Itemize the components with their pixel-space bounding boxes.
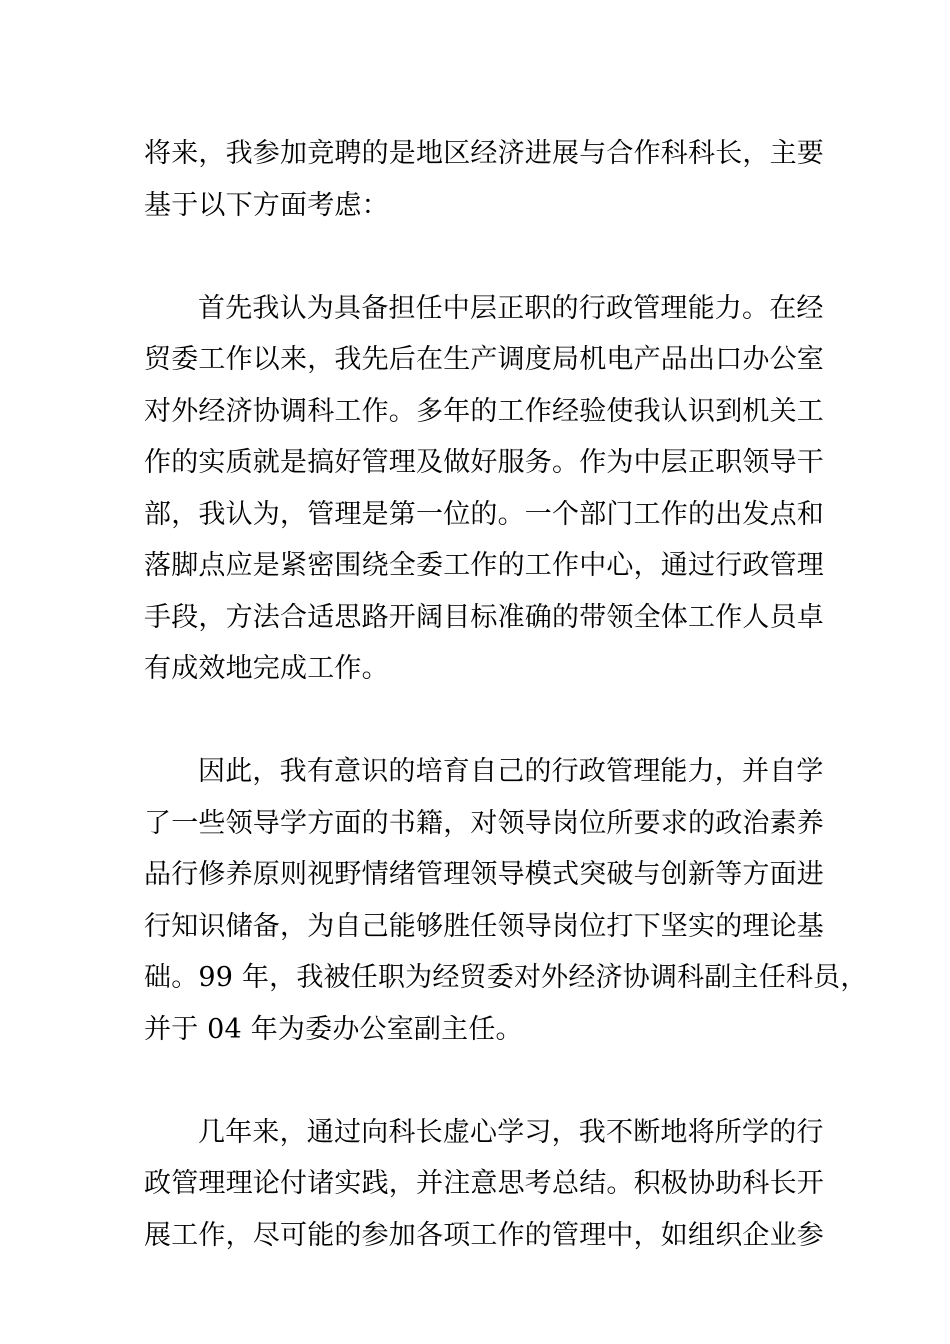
paragraph-line: 将来，我参加竞聘的是地区经济进展与合作科科长，主要 — [144, 138, 824, 169]
document-body — [144, 128, 868, 1313]
paragraph-line: 并于 04 年为委办公室副主任。 — [144, 1013, 523, 1045]
paragraph-line: 因此，我有意识的培育自己的行政管理能力，并自学 — [198, 756, 824, 787]
paragraph-line: 对外经济协调科工作。多年的工作经验使我认识到机关工 — [144, 395, 824, 427]
paragraph-line: 行知识储备，为自己能够胜任领导岗位打下坚实的理论基 — [144, 910, 824, 942]
paragraph-line: 了一些领导学方面的书籍，对领导岗位所要求的政治素养 — [144, 807, 824, 839]
paragraph-4 — [144, 1107, 824, 1262]
paragraph-line: 贸委工作以来，我先后在生产调度局机电产品出口办公室 — [144, 344, 824, 375]
paragraph-line: 品行修养原则视野情绪管理领导模式突破与创新等方面进 — [144, 859, 824, 890]
paragraph-line: 展工作，尽可能的参加各项工作的管理中，如组织企业参 — [144, 1219, 824, 1251]
paragraph-line: 有成效地完成工作。 — [144, 653, 389, 684]
paragraph-1 — [144, 128, 824, 231]
paragraph-line: 政管理理论付诸实践，并注意思考总结。积极协助科长开 — [144, 1168, 824, 1199]
paragraph-line: 首先我认为具备担任中层正职的行政管理能力。在经 — [198, 292, 824, 324]
paragraph-line: 础。99 年，我被任职为经贸委对外经济协调科副主任科员， — [144, 962, 868, 993]
paragraph-line: 几年来，通过向科长虚心学习，我不断地将所学的行 — [198, 1116, 824, 1148]
paragraph-line: 落脚点应是紧密围绕全委工作的工作中心，通过行政管理 — [144, 550, 824, 581]
paragraph-line: 基于以下方面考虑： — [144, 189, 389, 221]
paragraph-line: 手段，方法合适思路开阔目标准确的带领全体工作人员卓 — [144, 601, 824, 633]
paragraph-3 — [144, 746, 868, 1055]
paragraph-line: 作的实质就是搞好管理及做好服务。作为中层正职领导干 — [144, 447, 824, 478]
paragraph-2 — [144, 283, 824, 695]
paragraph-line: 部，我认为，管理是第一位的。一个部门工作的出发点和 — [144, 498, 824, 530]
